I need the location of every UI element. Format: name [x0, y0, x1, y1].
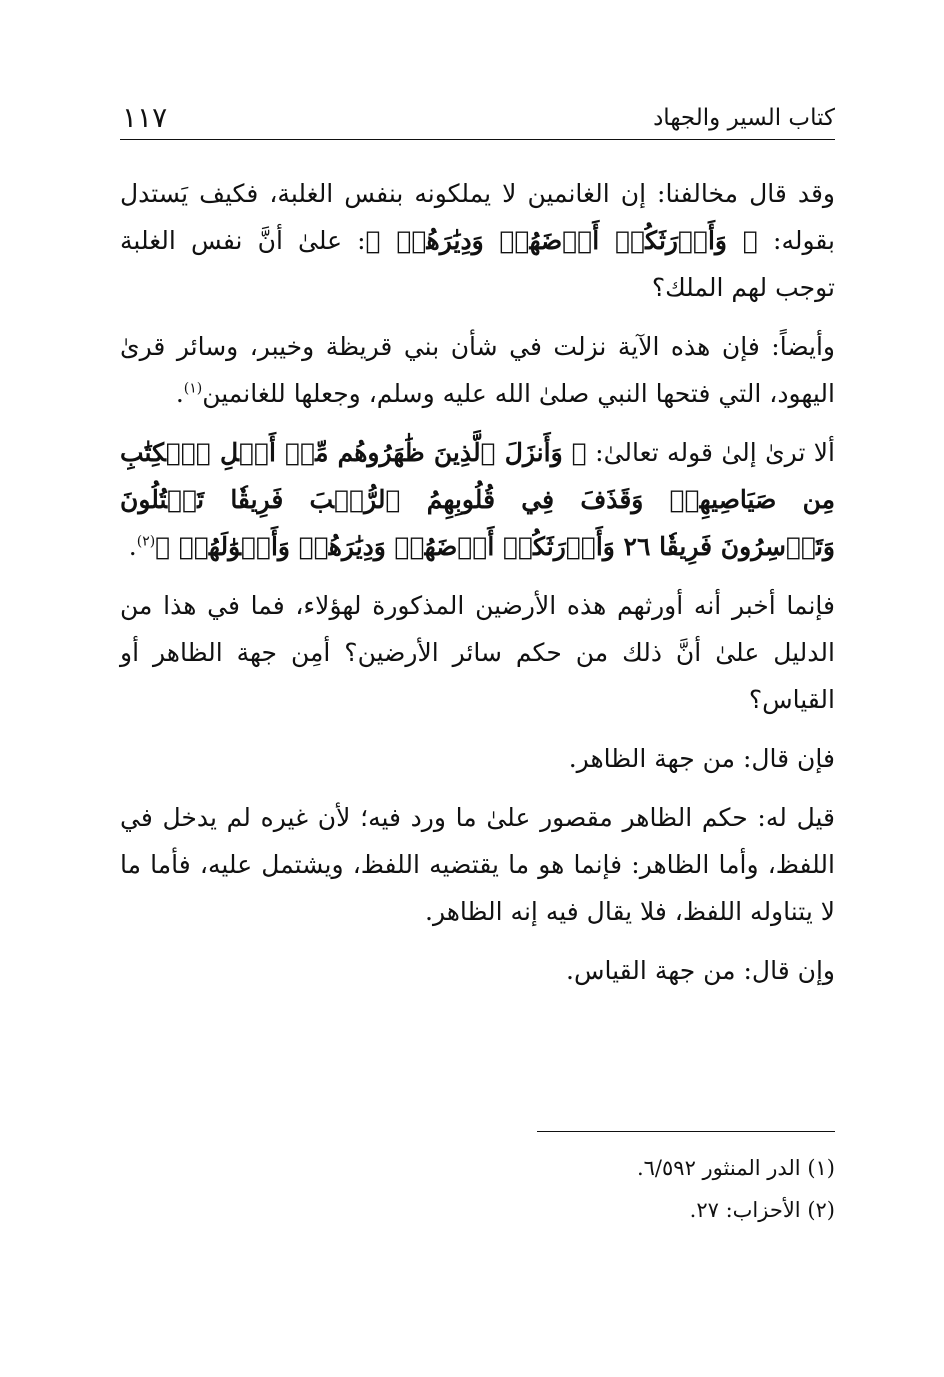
- text-segment: وإن قال: من جهة القياس.: [566, 956, 835, 985]
- footnotes: [120, 1147, 835, 1231]
- footnote-divider: [537, 1131, 835, 1132]
- paragraph: [120, 735, 835, 782]
- footnote: (٢) الأحزاب: ٢٧.: [689, 1198, 835, 1222]
- quran-verse: ﴿ وَأَوۡرَثَكُمۡ أَرۡضَهُمۡ وَدِيَٰرَهُمۡ ﴾: [365, 226, 758, 255]
- text-segment: فإنما أخبر أنه أورثهم هذه الأرضين المذكورة لهؤلاء، فما في هذا من الدليل علىٰ أنَّ ذلك من حكم سائر الأرضين؟ أمِن جهة الظاهر أو القياس؟: [120, 591, 835, 714]
- footnote-ref: (٢): [136, 533, 156, 550]
- text-segment: وأيضاً: فإن هذه الآية نزلت في شأن بني قريظة وخيبر، وسائر قرىٰ اليهود، التي فتحها النبي صلىٰ الله عليه وسلم، وجعلها للغانمين: [120, 332, 835, 408]
- chapter-title: كتاب السير والجهاد: [653, 105, 835, 131]
- paragraph: [120, 582, 835, 723]
- text-segment: .: [128, 532, 137, 561]
- paragraph: [120, 170, 835, 311]
- paragraph: [120, 947, 835, 994]
- main-text: [120, 170, 835, 1006]
- text-segment: قيل له: حكم الظاهر مقصور علىٰ ما ورد فيه؛ لأن غيره لم يدخل في اللفظ، وأما الظاهر: فإنما هو ما يقتضيه اللفظ، ويشتمل عليه، فأما ما لا يتناوله اللفظ، فلا يقال فيه إنه الظاهر.: [120, 803, 835, 926]
- text-segment: فإن قال: من جهة الظاهر.: [568, 744, 835, 773]
- paragraph: [120, 429, 835, 570]
- text-segment: وقد قال مخالفنا: إن الغانمين لا يملكونه بنفس الغلبة، فكيف يَستدل بقوله:: [120, 179, 835, 255]
- paragraph: [120, 794, 835, 935]
- text-segment: : علىٰ أنَّ نفس الغلبة توجب لهم الملك؟: [120, 226, 835, 302]
- text-segment: .: [175, 379, 184, 408]
- quran-verse: ﴿ وَأَنزَلَ ٱلَّذِينَ ظَٰهَرُوهُم مِّنۡ أَهۡلِ ٱلۡكِتَٰبِ مِن صَيَاصِيهِمۡ وَقَذَفَ فِي قُلُوبِهِمُ ٱلرُّعۡبَ فَرِيقٗا تَقۡتُلُونَ وَتَأۡسِرُونَ فَرِيقٗا ٢٦ وَأَوۡرَثَكُمۡ أَرۡضَهُمۡ وَدِيَٰرَهُمۡ وَأَمۡوَٰلَهُمۡ ﴾: [120, 438, 835, 561]
- paragraph: [120, 323, 835, 417]
- footnote-ref: (١): [183, 380, 203, 397]
- running-header: [120, 95, 835, 140]
- book-page: [120, 95, 835, 1295]
- page-number: ١١٧: [122, 101, 168, 134]
- footnote: (١) الدر المنثور ٦/٥٩٢.: [636, 1156, 835, 1180]
- text-segment: ألا ترىٰ إلىٰ قوله تعالىٰ:: [586, 438, 835, 467]
